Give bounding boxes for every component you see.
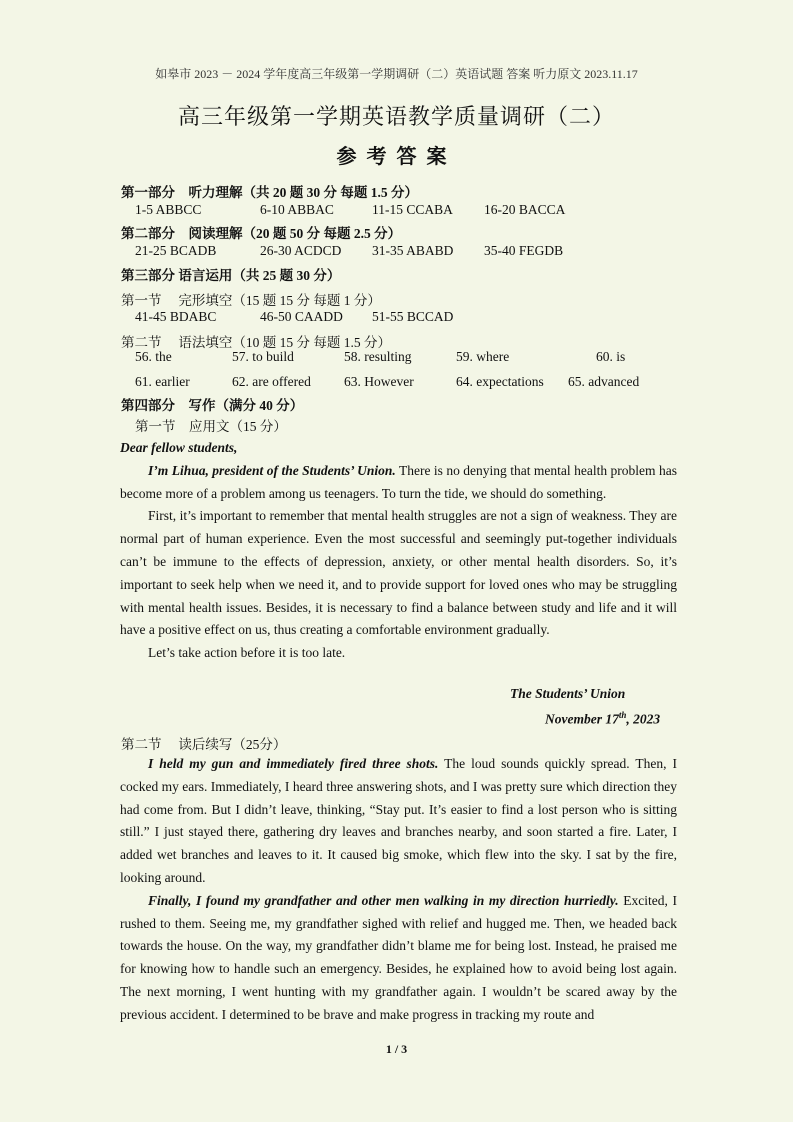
date-text: November 17 — [545, 711, 619, 727]
part3-section1-heading: 第一节 完形填空（15 题 15 分 每题 1 分） — [121, 293, 381, 308]
answer-group: 26-30 ACDCD — [260, 243, 342, 258]
letter-salutation: Dear fellow students, — [120, 440, 238, 455]
date-suffix: th — [618, 710, 627, 720]
answer-group: 41-45 BDABC — [135, 309, 217, 324]
answer-item: 58. resulting — [344, 349, 412, 364]
story-paragraph — [120, 890, 677, 1027]
answer-item: 57. to build — [232, 349, 294, 364]
answer-item: 59. where — [456, 349, 510, 364]
document-subtitle: 参考答案 — [336, 146, 457, 168]
letter-body — [120, 437, 677, 665]
answer-group: 11-15 CCABA — [372, 202, 453, 217]
answer-group: 31-35 ABABD — [372, 243, 454, 258]
answer-item: 63. However — [344, 374, 414, 389]
part1-answers — [0, 202, 793, 222]
part2-answers — [0, 243, 793, 263]
part2-heading: 第二部分 阅读理解（20 题 50 分 每题 2.5 分） — [121, 226, 402, 241]
part4-section2-heading: 第二节 读后续写（25分） — [121, 737, 287, 752]
part3-section1-answers — [0, 309, 793, 329]
answer-group: 6-10 ABBAC — [260, 202, 334, 217]
answer-group: 16-20 BACCA — [484, 202, 566, 217]
answer-group: 51-55 BCCAD — [372, 309, 454, 324]
letter-paragraph — [120, 460, 677, 506]
letter-signature: The Students’ Union — [510, 686, 626, 701]
answer-item: 65. advanced — [568, 374, 640, 389]
letter-text: There is no denying that mental health problem has become more of a problem among us teenagers. To turn the tide, we should do something. — [120, 462, 677, 501]
letter-date — [545, 710, 660, 728]
answer-item: 56. the — [135, 349, 172, 364]
answer-group: 35-40 FEGDB — [484, 243, 564, 258]
letter-paragraph: Let’s take action before it is too late. — [148, 645, 346, 661]
story-body — [120, 753, 677, 1033]
part1-heading: 第一部分 听力理解（共 20 题 30 分 每题 1.5 分） — [121, 185, 418, 200]
letter-lead-sentence: I’m Lihua, president of the Students’ Union. — [148, 462, 396, 478]
letter-paragraph: First, it’s important to remember that mental health struggles are not a sign of weakness. They are normal part of human experience. Even the most successful and seemingly put-together individuals can’t be immune to the effects of depression, anxiety, or other mental health disorders. So, it’s important to seek help when we need it, and to provide support for loved ones who may be struggling with mental health issues. Besides, it is necessary to find a balance between study and life and it will have a positive effect on us, thus creating a comfortable environment gradually. — [120, 508, 677, 638]
document-title: 高三年级第一学期英语教学质量调研（二） — [177, 104, 615, 129]
answer-item: 61. earlier — [135, 374, 190, 389]
answer-item: 64. expectations — [456, 374, 544, 389]
part3-section2-row1 — [0, 349, 793, 369]
part3-section2-heading: 第二节 语法填空（10 题 15 分 每题 1.5 分） — [121, 335, 391, 350]
answer-group: 46-50 CAADD — [260, 309, 343, 324]
answer-group: 21-25 BCADB — [135, 243, 217, 258]
page-number: 1 / 3 — [385, 1042, 408, 1056]
answer-item: 62. are offered — [232, 374, 311, 389]
part3-heading: 第三部分 语言运用（共 25 题 30 分） — [121, 268, 341, 283]
story-paragraph — [120, 753, 677, 890]
answer-item: 60. is — [596, 349, 626, 364]
story-text: The loud sounds quickly spread. Then, I cocked my ears. Immediately, I heard three answering shots, and I was pretty sure which direction they had come from. But I didn’t leave, thinking, “Stay put. It’s easier to find a lost person who is sitting still.” I just stayed there, gathering dry leaves and branches nearby, and soon started a fire. Later, I added wet branches and leaves to it. It caused big smoke, which flew into the sky. I sat by the fire, looking around. — [120, 756, 677, 885]
date-year: , 2023 — [626, 711, 661, 727]
story-text: Excited, I rushed to them. Seeing me, my grandfather sighed with relief and hugged me. Then, we headed back towards the house. On the way, my grandfather didn’t blame me for being lost. Instead, he praised me for knowing how to handle such an emergency. Besides, he explained how to avoid being lost again. The next morning, I went hunting with my grandfather again. I wouldn’t be scared away by the previous accident. I determined to be brave and make progress in tracking my route and — [120, 892, 677, 1022]
running-header: 如皋市 2023 － 2024 学年度高三年级第一学期调研（二）英语试题 答案 听力原文 2023.11.17 — [155, 67, 638, 81]
part4-heading: 第四部分 写作（满分 40 分） — [121, 398, 304, 413]
story-lead-sentence: I held my gun and immediately fired three shots. — [148, 756, 439, 771]
story-lead-sentence: Finally, I found my grandfather and other men walking in my direction hurriedly. — [148, 892, 619, 908]
part4-section1-heading: 第一节 应用文（15 分） — [135, 419, 287, 434]
answer-group: 1-5 ABBCC — [135, 202, 202, 217]
part3-section2-row2 — [0, 374, 793, 394]
